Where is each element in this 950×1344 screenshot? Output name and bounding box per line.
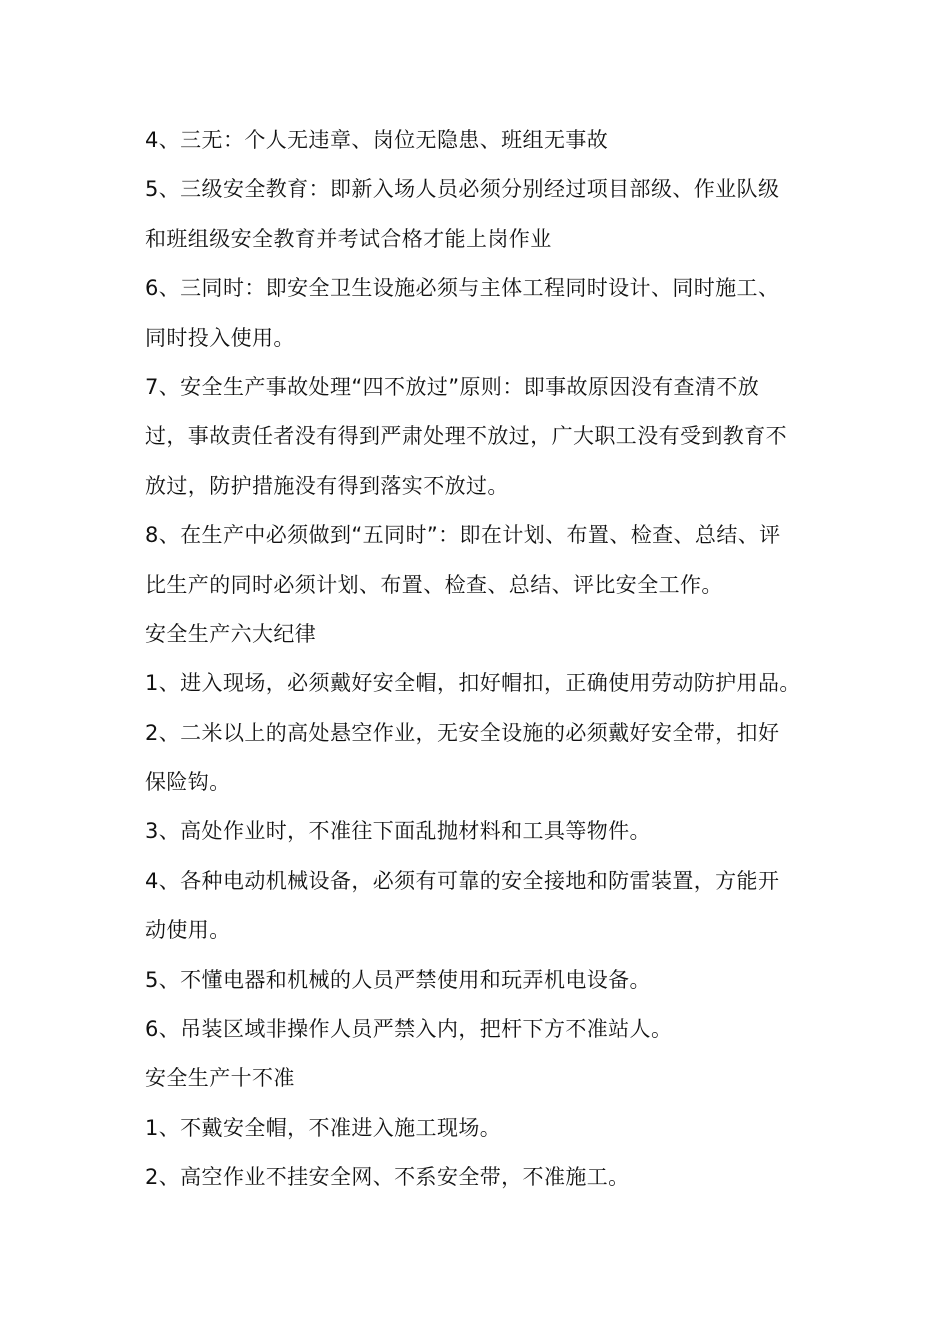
item-7-four-no-release-line1: 7、安全生产事故处理“四不放过”原则：即事故原因没有查清不放 <box>145 374 760 399</box>
item-6-three-simultaneous-line2: 同时投入使用。 <box>145 325 295 350</box>
item-8-five-simultaneous-line1: 8、在生产中必须做到“五同时”：即在计划、布置、检查、总结、评 <box>145 523 781 548</box>
item-8-five-simultaneous-line2: 比生产的同时必须计划、布置、检查、总结、评比安全工作。 <box>145 572 723 597</box>
prohibition-1: 1、不戴安全帽，不准进入施工现场。 <box>145 1115 502 1140</box>
prohibition-2: 2、高空作业不挂安全网、不系安全带，不准施工。 <box>145 1165 630 1190</box>
document-page <box>145 116 813 1203</box>
discipline-4-line1: 4、各种电动机械设备，必须有可靠的安全接地和防雷装置，方能开 <box>145 868 780 893</box>
discipline-6: 6、吊装区域非操作人员严禁入内，把杆下方不准站人。 <box>145 1017 673 1042</box>
item-4-three-nos: 4、三无：个人无违章、岗位无隐患、班组无事故 <box>145 128 609 152</box>
discipline-4-line2: 动使用。 <box>145 918 231 943</box>
item-5-three-level-education-line1: 5、三级安全教育：即新入场人员必须分别经过项目部级、作业队级 <box>145 177 780 202</box>
item-5-three-level-education-line2: 和班组级安全教育并考试合格才能上岗作业 <box>145 226 552 251</box>
discipline-2-line2: 保险钩。 <box>145 770 231 795</box>
discipline-3: 3、高处作业时，不准往下面乱抛材料和工具等物件。 <box>145 819 651 844</box>
item-7-four-no-release-line3: 放过，防护措施没有得到落实不放过。 <box>145 473 509 498</box>
section-heading-ten-prohibitions: 安全生产十不准 <box>145 1066 295 1091</box>
discipline-2-line1: 2、二米以上的高处悬空作业，无安全设施的必须戴好安全带，扣好 <box>145 720 780 745</box>
discipline-5: 5、不懂电器和机械的人员严禁使用和玩弄机电设备。 <box>145 967 651 992</box>
item-7-four-no-release-line2: 过，事故责任者没有得到严肃处理不放过，广大职工没有受到教育不 <box>145 424 787 449</box>
discipline-1: 1、进入现场，必须戴好安全帽，扣好帽扣，正确使用劳动防护用品。 <box>145 671 801 696</box>
item-6-three-simultaneous-line1: 6、三同时：即安全卫生设施必须与主体工程同时设计、同时施工、 <box>145 276 780 301</box>
section-heading-six-disciplines: 安全生产六大纪律 <box>145 621 317 646</box>
